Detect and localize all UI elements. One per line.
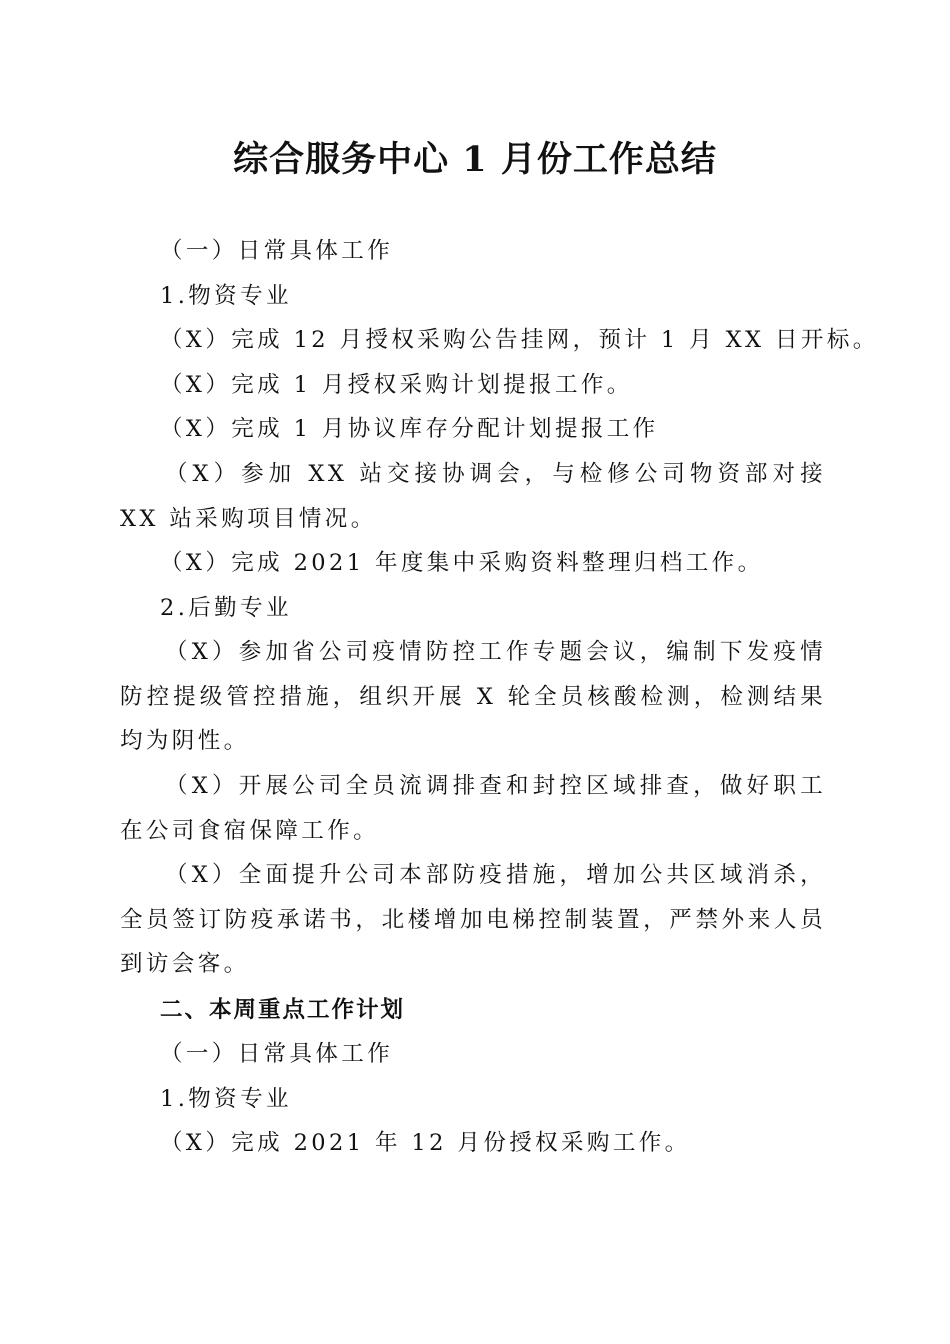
list-item: （X）完成 1 月授权采购计划提报工作。 [160, 372, 633, 398]
subsection-logistics: 2.后勤专业 [160, 595, 292, 621]
list-item: （X）完成 12 月授权采购公告挂网，预计 1 月 XX 日开标。 [160, 327, 879, 353]
list-item: （X）全面提升公司本部防疫措施，增加公共区域消杀，全员签订防疫承诺书，北楼增加电梯控制装置，严禁外来人员到访会客。 [120, 862, 826, 977]
list-item: （X）参加 XX 站交接协调会，与检修公司物资部对接 XX 站采购项目情况。 [120, 461, 826, 532]
list-item: （X）参加省公司疫情防控工作专题会议，编制下发疫情防控提级管控措施，组织开展 X 轮全员核酸检测，检测结果均为阴性。 [120, 639, 826, 754]
subsection-materials: 1.物资专业 [160, 1086, 292, 1112]
list-item: （X）完成 1 月协议库存分配计划提报工作 [160, 416, 659, 442]
section-heading-daily-work: （一）日常具体工作 [160, 1041, 394, 1067]
section-heading-weekly-plan: 二、本周重点工作计划 [160, 997, 406, 1023]
subsection-materials: 1.物资专业 [160, 283, 292, 309]
section-heading-daily-work: （一）日常具体工作 [160, 238, 394, 264]
list-item: （X）完成 2021 年 12 月份授权采购工作。 [160, 1130, 691, 1156]
document-title: 综合服务中心 1 月份工作总结 [233, 139, 717, 180]
list-item: （X）完成 2021 年度集中采购资料整理归档工作。 [160, 550, 764, 576]
list-item: （X）开展公司全员流调排查和封控区域排查，做好职工在公司食宿保障工作。 [120, 773, 826, 844]
